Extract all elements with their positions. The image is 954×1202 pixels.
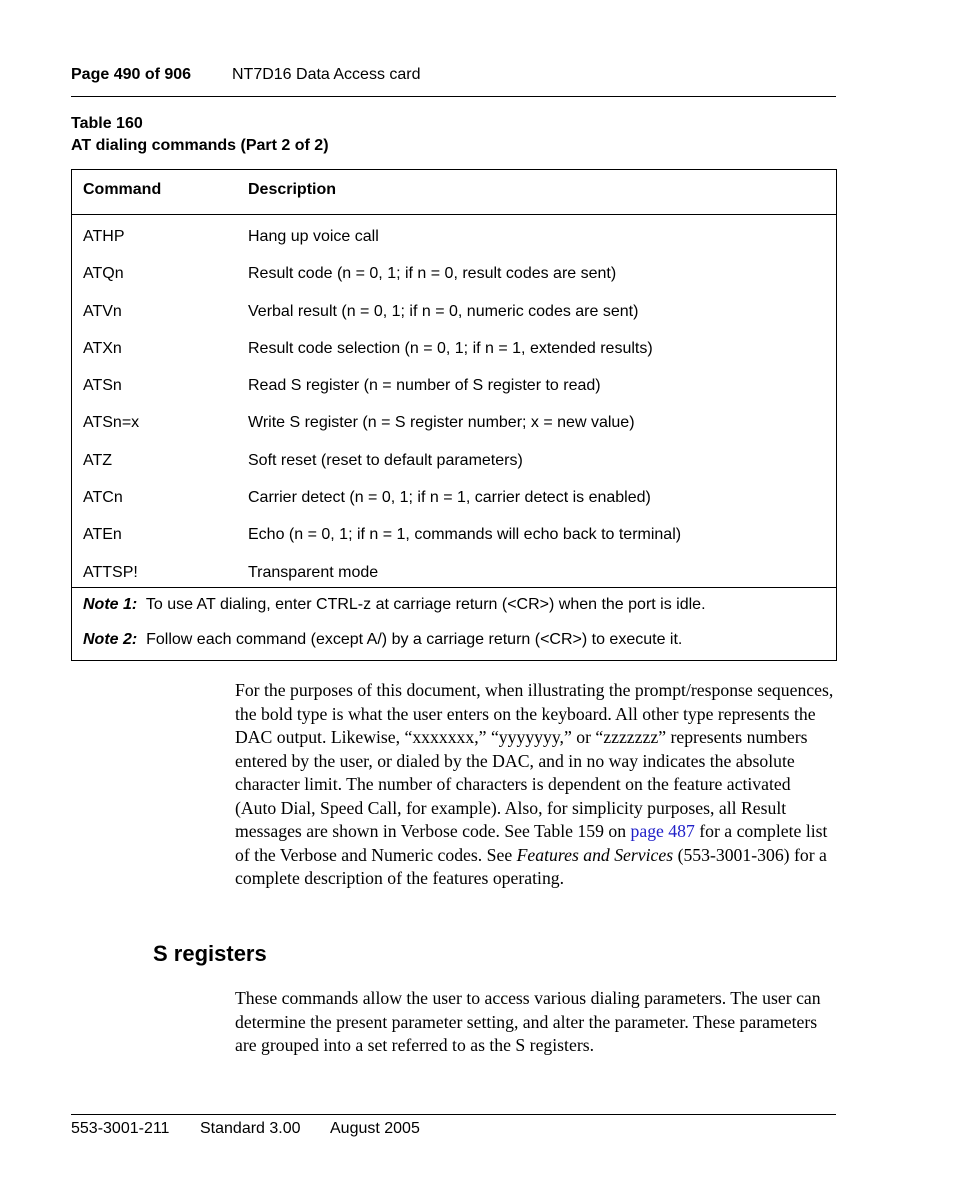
paragraph-text: for a complete list of the Verbose and Numeric codes. See xyxy=(235,821,828,865)
command-cell: ATSn=x xyxy=(83,414,140,431)
table-row xyxy=(72,370,836,407)
description-cell: Hang up voice call xyxy=(248,228,379,245)
table-row xyxy=(72,296,836,333)
description-cell: Result code (n = 0, 1; if n = 0, result codes are sent) xyxy=(248,265,617,282)
description-cell: Write S register (n = S register number; x = new value) xyxy=(248,414,635,431)
command-cell: ATSn xyxy=(83,377,122,394)
note-text: To use AT dialing, enter CTRL-z at carriage return (<CR>) when the port is idle. xyxy=(145,596,706,613)
command-cell: ATQn xyxy=(83,265,124,282)
document-title: NT7D16 Data Access card xyxy=(232,66,421,83)
column-header-command: Command xyxy=(83,181,162,198)
description-cell: Verbal result (n = 0, 1; if n = 0, numeric codes are sent) xyxy=(248,303,639,320)
section-paragraph: These commands allow the user to access various dialing parameters. The user can determine the present parameter setting, and alter the parameter. These parameters are grouped into a set referred to as the S registers. xyxy=(235,988,821,1055)
book-title: Features and Services xyxy=(516,844,674,865)
command-cell: ATTSP! xyxy=(83,564,138,581)
description-cell: Carrier detect (n = 0, 1; if n = 1, carrier detect is enabled) xyxy=(248,489,651,506)
table-header-row xyxy=(72,170,836,215)
description-cell: Read S register (n = number of S register to read) xyxy=(248,377,601,394)
publication-date: August 2005 xyxy=(330,1120,420,1137)
table-title: AT dialing commands (Part 2 of 2) xyxy=(71,137,329,154)
description-cell: Echo (n = 0, 1; if n = 1, commands will echo back to terminal) xyxy=(248,526,682,543)
table-number: Table 160 xyxy=(71,115,143,132)
table-row xyxy=(72,519,836,556)
paragraph-text: For the purposes of this document, when illustrating the prompt/response sequences, the bold type is what the user enters on the keyboard. All other type represents the DAC output. Likewise, “xxxxxxx,” “yyyyyyy,” or “zzzzzzz” represents numbers entered by the user, or dialed by the DAC, and in no way indicates the absolute character limit. The number of characters is dependent on the feature activated (Auto Dial, Speed Call, for example). Also, for simplicity purposes, all Result messages are shown in Verbose code. See Table 159 on xyxy=(235,680,834,841)
table-notes xyxy=(72,588,836,660)
table-row xyxy=(72,221,836,258)
command-cell: ATXn xyxy=(83,340,122,357)
table-row xyxy=(72,258,836,295)
table-note xyxy=(83,631,682,649)
at-commands-table xyxy=(71,169,837,661)
page-header xyxy=(71,66,836,97)
table-note xyxy=(83,596,706,614)
command-cell: ATHP xyxy=(83,228,125,245)
column-header-description: Description xyxy=(248,181,337,198)
body-paragraph xyxy=(235,679,835,891)
page-number: Page 490 of 906 xyxy=(71,66,192,83)
section-heading: S registers xyxy=(153,941,267,966)
note-label: Note 2: xyxy=(83,631,138,648)
command-cell: ATCn xyxy=(83,489,123,506)
table-row xyxy=(72,333,836,370)
note-label: Note 1: xyxy=(83,596,138,613)
table-row xyxy=(72,482,836,519)
page-footer xyxy=(71,1114,836,1137)
command-cell: ATVn xyxy=(83,303,122,320)
page-link[interactable]: page 487 xyxy=(630,821,695,841)
table-row xyxy=(72,407,836,444)
table-row xyxy=(72,445,836,482)
table-caption xyxy=(71,113,329,157)
command-cell: ATEn xyxy=(83,526,122,543)
standard-version: Standard 3.00 xyxy=(200,1120,301,1137)
command-cell: ATZ xyxy=(83,452,113,469)
table-body xyxy=(72,215,836,588)
note-text: Follow each command (except A/) by a carriage return (<CR>) to execute it. xyxy=(146,631,683,648)
description-cell: Result code selection (n = 0, 1; if n = 1, extended results) xyxy=(248,340,653,357)
description-cell: Soft reset (reset to default parameters) xyxy=(248,452,523,469)
description-cell: Transparent mode xyxy=(248,564,379,581)
paragraph-text: (553-3001-306) for a complete description of the features operating. xyxy=(235,844,827,888)
document-number: 553-3001-211 xyxy=(71,1120,170,1137)
